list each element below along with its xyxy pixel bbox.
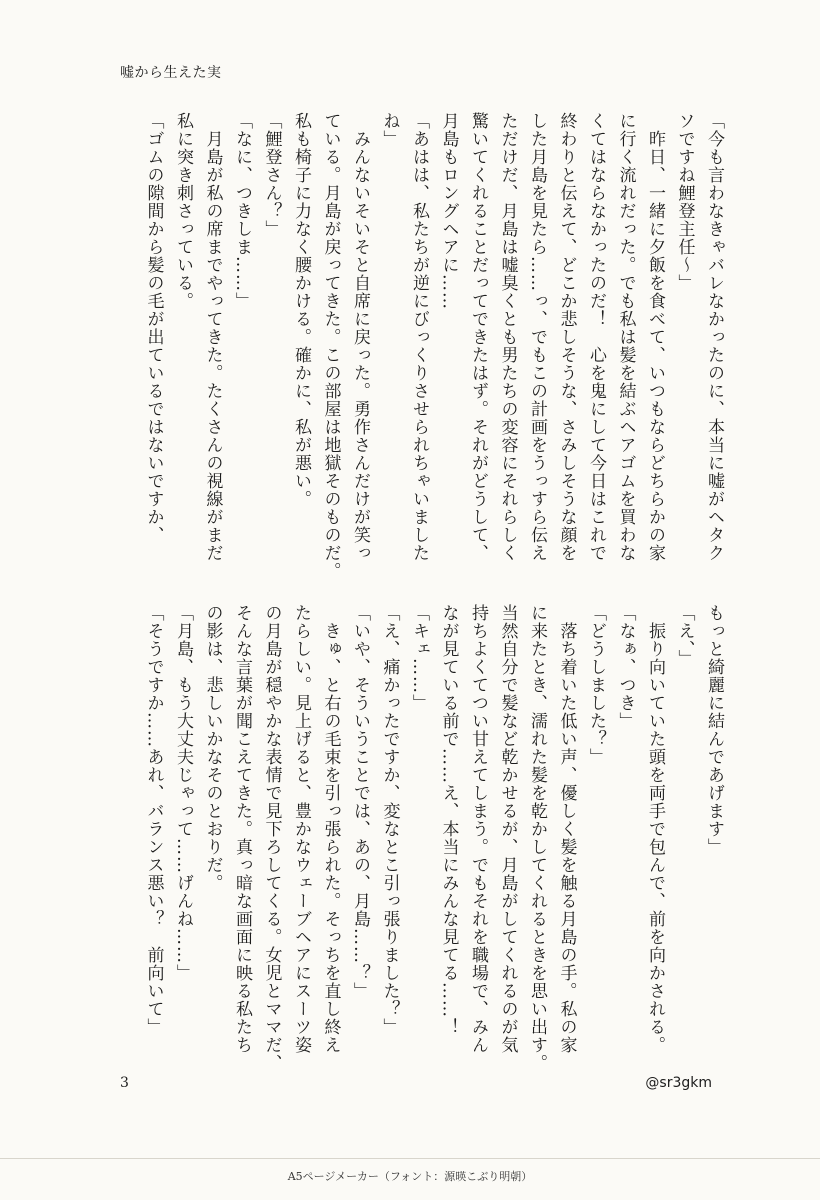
text-line: の月島が穏やかな表情で見下ろしてくる。女児とママだ、 <box>261 604 282 1072</box>
text-line: の影は、悲しいかなそのとおりだ。 <box>202 604 223 892</box>
text-line: 「キェ……」 <box>409 604 429 712</box>
text-line: 月島が私の席までやってきた。たくさんの視線がまだ <box>202 112 223 562</box>
text-line: 「どうしました？」 <box>586 604 606 766</box>
text-line: 「鯉登さん？」 <box>261 112 282 238</box>
text-line: 昨日、一緒に夕飯を食べて、いつもならどちらかの家 <box>645 112 665 562</box>
text-line: 振り向いていた頭を両手で包んで、前を向かされる。 <box>645 604 665 1054</box>
text-line: 驚いてくれることだってできたはず。それがどうして、 <box>468 112 488 562</box>
text-line: 「なぁ、つき」 <box>615 604 636 730</box>
text-line: 「え、」 <box>674 604 695 668</box>
text-line: なが見ている前で……え、本当にみんな見てる……！ <box>438 604 459 1036</box>
text-line: 私も椅子に力なく腰かける。確かに、私が悪い。 <box>291 112 311 508</box>
text-line: ている。月島が戻ってきた。この部屋は地獄そのものだ。 <box>320 112 341 580</box>
author-handle: @sr3gkm <box>645 1075 712 1091</box>
text-line: たらしい。見上げると、豊かなウェーブヘアにスーツ姿 <box>291 604 311 1054</box>
text-line: ソですね鯉登主任～」 <box>674 112 695 292</box>
text-block-upper <box>138 112 728 580</box>
text-line: みんないそいそと自席に戻った。勇作さんだけが笑っ <box>350 112 370 562</box>
text-line: そんな言葉が聞こえてきた。真っ暗な画面に映る私たち <box>232 604 252 1054</box>
text-line: に行く流れだった。でも私は髪を結ぶヘアゴムを買わな <box>615 112 636 562</box>
text-line: した月島を見たら……っ、でもこの計画をうっすら伝え <box>527 112 547 562</box>
text-line: 「ゴムの隙間から髪の毛が出ているではないですか、 <box>143 112 164 544</box>
text-line: 「そうですか……あれ、バランス悪い？ 前向いて」 <box>143 604 164 1036</box>
footer-divider <box>0 1158 820 1159</box>
running-title: 嘘から生えた実 <box>120 65 222 81</box>
text-line: 「え、痛かったですか、変なとこ引っ張りました？」 <box>379 604 400 1036</box>
text-line: 持ちよくてつい甘えてしまう。でもそれを職場で、みん <box>468 604 488 1054</box>
text-line: 当然自分で髪など乾かせるが、月島がしてくれるのが気 <box>497 604 518 1054</box>
text-line: 「いや、そういうことでは、あの、月島……？」 <box>350 604 370 1000</box>
text-line: 「今も言わなきゃバレなかったのに、本当に嘘がヘタク <box>704 112 724 562</box>
page-number: 3 <box>120 1075 129 1091</box>
text-line: 「なに、つきしま……」 <box>232 112 252 310</box>
text-line: ね」 <box>379 112 400 148</box>
text-line: 落ち着いた低い声、優しく髪を触る月島の手。私の家 <box>556 604 577 1054</box>
text-line: 終わりと伝えて、どこか悲しそうな、さみしそうな顔を <box>556 112 577 562</box>
text-line: もっと綺麗に結んであげます」 <box>704 604 724 856</box>
text-line: ただけだ、月島は嘘臭くとも男たちの変容にそれらしく <box>497 112 518 562</box>
text-line: くてはならなかったのだ！ 心を鬼にして今日はこれで <box>586 112 606 562</box>
footer-caption: A5ページメーカー（フォント：源暎こぶり明朝） <box>287 1170 533 1183</box>
text-line: 私に突き刺さっている。 <box>173 112 193 310</box>
text-line: に来たとき、濡れた髪を乾かしてくれるときを思い出す。 <box>527 604 547 1072</box>
text-line: 月島もロングヘアに…… <box>438 112 459 310</box>
text-line: 「月島、もう大丈夫じゃって……げんね……」 <box>173 604 193 982</box>
text-line: 「あはは、私たちが逆にびっくりさせられちゃいました <box>409 112 429 562</box>
text-block-lower <box>138 604 728 1072</box>
text-line: きゅ、と右の毛束を引っ張られた。そっちを直し終え <box>320 604 341 1054</box>
